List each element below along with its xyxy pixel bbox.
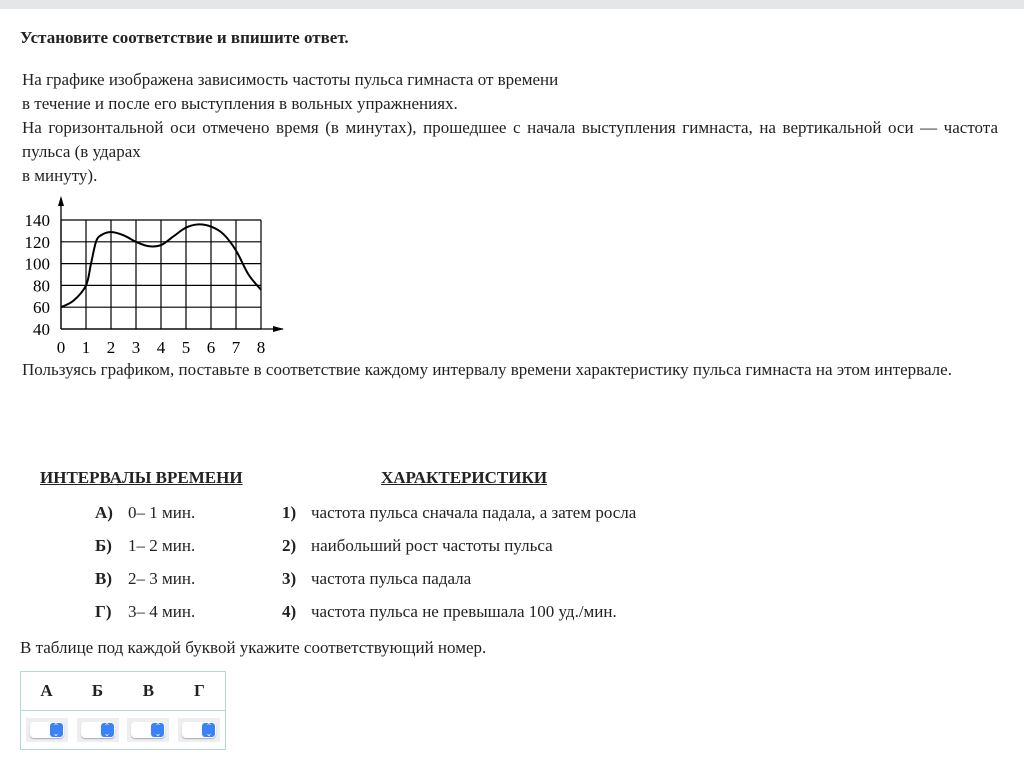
x-tick-label: 4 <box>156 338 166 357</box>
answer-select[interactable] <box>77 718 119 742</box>
x-axis-arrow <box>273 326 284 332</box>
interval-letter: А) <box>95 503 113 522</box>
x-tick-label: 0 <box>56 338 66 357</box>
y-tick-label: 100 <box>24 254 50 274</box>
chevron-updown-icon: ⌃ ⌄ <box>101 723 114 737</box>
answer-column-header: Б <box>72 672 123 711</box>
characteristic-number: 2) <box>282 536 297 555</box>
pulse-chart <box>0 190 300 360</box>
y-tick-label: 40 <box>33 320 50 339</box>
intro-line: в течение и после его выступления в вольных упражнениях. <box>22 94 458 113</box>
characteristic-number: 4) <box>282 602 297 621</box>
y-tick-label: 140 <box>24 211 50 230</box>
intro-line: На горизонтальной оси отмечено время (в минутах), прошедшее с начала выступления гимнаста, на вертикальной оси — частота пульса (в ударах <box>22 118 998 161</box>
characteristic-text: наибольший рост частоты пульса <box>311 536 553 555</box>
characteristic-number: 1) <box>282 503 297 522</box>
chevron-updown-icon: ⌃ ⌄ <box>50 723 63 737</box>
answer-table <box>20 671 226 750</box>
characteristic-text: частота пульса сначала падала, а затем росла <box>311 503 637 522</box>
y-tick-label: 60 <box>33 298 50 318</box>
interval-letter: Б) <box>95 536 112 555</box>
interval-letter: Г) <box>95 602 112 621</box>
answer-select[interactable] <box>178 718 220 742</box>
x-tick-label: 5 <box>181 338 191 357</box>
interval-text: 2– 3 мин. <box>128 569 196 588</box>
characteristic-text: частота пульса не превышала 100 уд./мин. <box>311 602 617 621</box>
answer-select[interactable] <box>26 718 68 742</box>
characteristic-number: 3) <box>282 569 297 588</box>
answer-column-header: А <box>21 672 73 711</box>
characteristics-header: ХАРАКТЕРИСТИКИ <box>381 468 548 487</box>
instruction: Пользуясь графиком, поставьте в соответствие каждому интервалу времени характеристику пульса гимнаста на этом интервале. <box>22 360 952 379</box>
chevron-updown-icon: ⌃ ⌄ <box>202 723 215 737</box>
top-bar <box>0 0 1024 9</box>
y-axis-arrow <box>58 196 64 206</box>
chevron-updown-icon: ⌃ ⌄ <box>151 723 164 737</box>
x-tick-label: 8 <box>256 338 266 357</box>
intervals-header: ИНТЕРВАЛЫ ВРЕМЕНИ <box>40 468 243 487</box>
characteristic-text: частота пульса падала <box>311 569 472 588</box>
intro-line: в минуту). <box>22 166 98 185</box>
interval-text: 1– 2 мин. <box>128 536 196 555</box>
x-tick-label: 1 <box>81 338 91 357</box>
task-intro <box>22 68 998 188</box>
answer-select[interactable] <box>127 718 169 742</box>
y-tick-label: 120 <box>24 232 50 252</box>
answer-column-header: В <box>123 672 174 711</box>
answer-prompt: В таблице под каждой буквой укажите соответствующий номер. <box>20 638 487 657</box>
interval-letter: В) <box>95 569 112 588</box>
x-tick-label: 3 <box>131 338 141 357</box>
answer-column-header: Г <box>174 672 226 711</box>
interval-text: 3– 4 мин. <box>128 602 196 621</box>
interval-text: 0– 1 мин. <box>128 503 196 522</box>
y-tick-label: 80 <box>33 276 50 296</box>
task-title: Установите соответствие и впишите ответ. <box>20 28 349 47</box>
x-tick-label: 6 <box>206 338 216 357</box>
intro-line: На графике изображена зависимость частоты пульса гимнаста от времени <box>22 70 559 89</box>
x-tick-label: 7 <box>231 338 241 357</box>
x-tick-label: 2 <box>106 338 116 357</box>
